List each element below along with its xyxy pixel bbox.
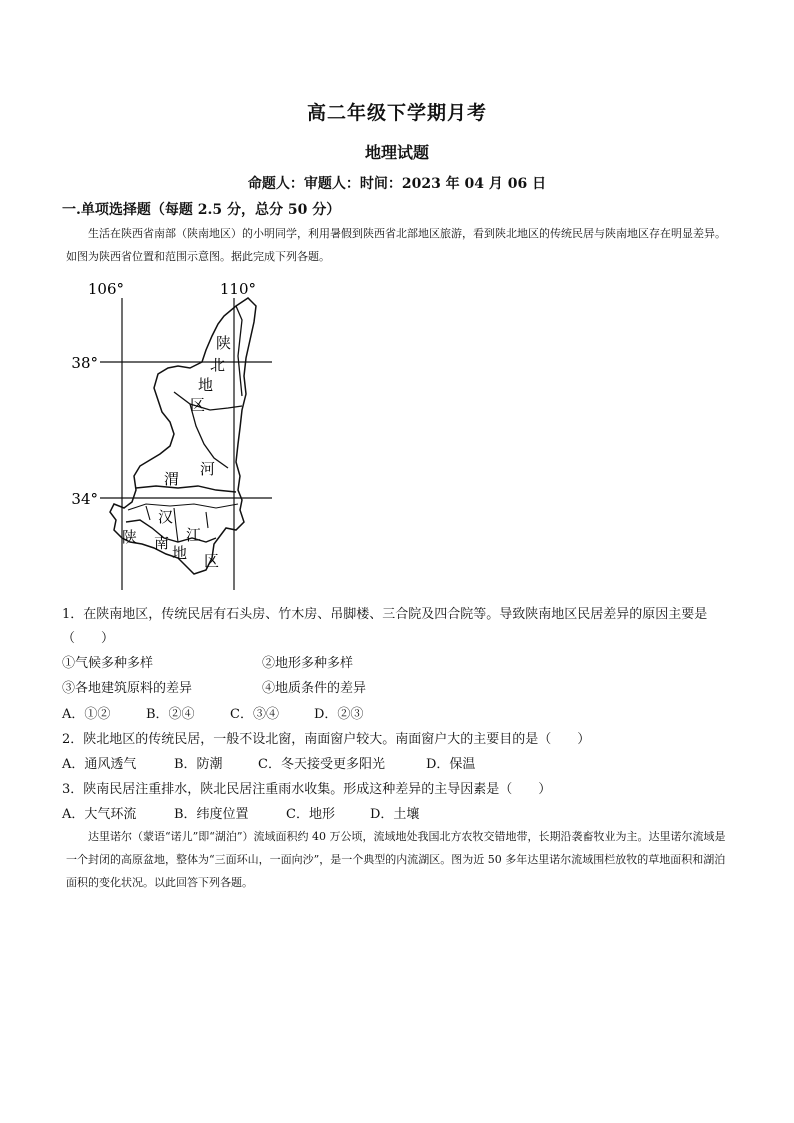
section-heading: 一.单项选择题（每题 2.5 分，总分 50 分） bbox=[62, 202, 341, 218]
lat-label-38: 38° bbox=[71, 354, 98, 372]
label-di: 地 bbox=[198, 376, 214, 394]
label-di-south: 地 bbox=[172, 544, 188, 562]
lat-label-34: 34° bbox=[71, 490, 98, 508]
han-tributary-2 bbox=[174, 508, 178, 542]
question-3-options bbox=[62, 803, 419, 827]
label-qu: 区 bbox=[190, 396, 206, 414]
label-shaan-south: 陕 bbox=[122, 528, 138, 546]
q3-option-a[interactable]: A．大气环流 bbox=[62, 807, 137, 822]
q1-option-a[interactable]: A．①② bbox=[62, 707, 111, 722]
q3-option-d[interactable]: D．土壤 bbox=[370, 807, 420, 822]
q1-option-c[interactable]: C．③④ bbox=[230, 707, 279, 722]
q3-option-c[interactable]: C．地形 bbox=[286, 807, 335, 822]
statement-2: ②地形多种多样 bbox=[262, 656, 354, 671]
label-nan: 南 bbox=[154, 534, 170, 552]
q2-option-b[interactable]: B．防潮 bbox=[174, 757, 223, 772]
exam-title: 高二年级下学期月考 bbox=[306, 102, 487, 124]
question-1-stem: 1．在陕南地区，传统民居有石头房、竹木房、吊脚楼、三合院及四合院等。导致陕南地区民居差异的原因主要是（ ） bbox=[62, 607, 708, 646]
q1-option-b[interactable]: B．②④ bbox=[146, 707, 195, 722]
wei-river bbox=[136, 486, 236, 492]
north-river bbox=[174, 392, 242, 410]
q2-option-d[interactable]: D．保温 bbox=[426, 757, 476, 772]
q1-option-d[interactable]: D．②③ bbox=[314, 707, 364, 722]
statement-3: ③各地建筑原料的差异 bbox=[62, 681, 193, 696]
qinling-line bbox=[128, 504, 238, 510]
east-river bbox=[236, 306, 242, 396]
label-wei: 渭 bbox=[164, 470, 180, 488]
intro-passage-1: 生活在陕西省南部（陕南地区）的小明同学，利用暑假到陕西省北部地区旅游，看到陕北地区的传统民居与陕南地区存在明显差异。如图为陕西省位置和范围示意图。据此完成下列各题。 bbox=[66, 227, 726, 263]
question-1-statements-row-1 bbox=[62, 652, 353, 676]
question-2-options bbox=[62, 753, 475, 777]
label-jiang: 江 bbox=[186, 526, 202, 544]
label-shaan: 陕 bbox=[216, 334, 232, 352]
label-qu-south: 区 bbox=[204, 552, 220, 570]
han-tributary-1 bbox=[146, 506, 150, 520]
shaanxi-map bbox=[66, 276, 280, 592]
statement-1: ①气候多种多样 bbox=[62, 656, 154, 671]
exam-meta: 命题人：审题人：时间：2023 年 04 月 06 日 bbox=[247, 176, 547, 192]
q3-option-b[interactable]: B．纬度位置 bbox=[174, 807, 249, 822]
label-he: 河 bbox=[200, 460, 216, 478]
lon-label-110: 110° bbox=[219, 280, 256, 298]
intro-passage-2: 达里诺尔（蒙语“诺儿”即“湖泊”）流域面积约 40 万公顷，流域地处我国北方农牧交错地带，长期沿袭畜牧业为主。达里诺尔流域是一个封闭的高原盆地，整体为“三面环山，一面向沙”，是一个典型的内流湖区。图为近 50 多年达里诺尔流域围栏放牧的草地面积和湖泊面积的变化状况。以此回答下列各题。 bbox=[66, 830, 726, 889]
lon-label-106: 106° bbox=[87, 280, 124, 298]
question-3-stem: 3．陕南民居注重排水，陕北民居注重雨水收集。形成这种差异的主导因素是（ ） bbox=[62, 782, 552, 797]
exam-subject: 地理试题 bbox=[364, 143, 429, 162]
q2-option-a[interactable]: A．通风透气 bbox=[62, 757, 137, 772]
label-han: 汉 bbox=[158, 508, 174, 526]
question-2-stem: 2．陕北地区的传统民居，一般不设北窗，南面窗户较大。南面窗户大的主要目的是（ ） bbox=[62, 732, 591, 747]
han-tributary-3 bbox=[206, 512, 208, 528]
statement-4: ④地质条件的差异 bbox=[262, 681, 367, 696]
question-1-statements-row-2 bbox=[62, 677, 366, 701]
label-bei: 北 bbox=[210, 356, 226, 374]
question-1-options bbox=[62, 703, 363, 727]
q2-option-c[interactable]: C．冬天接受更多阳光 bbox=[258, 757, 385, 772]
